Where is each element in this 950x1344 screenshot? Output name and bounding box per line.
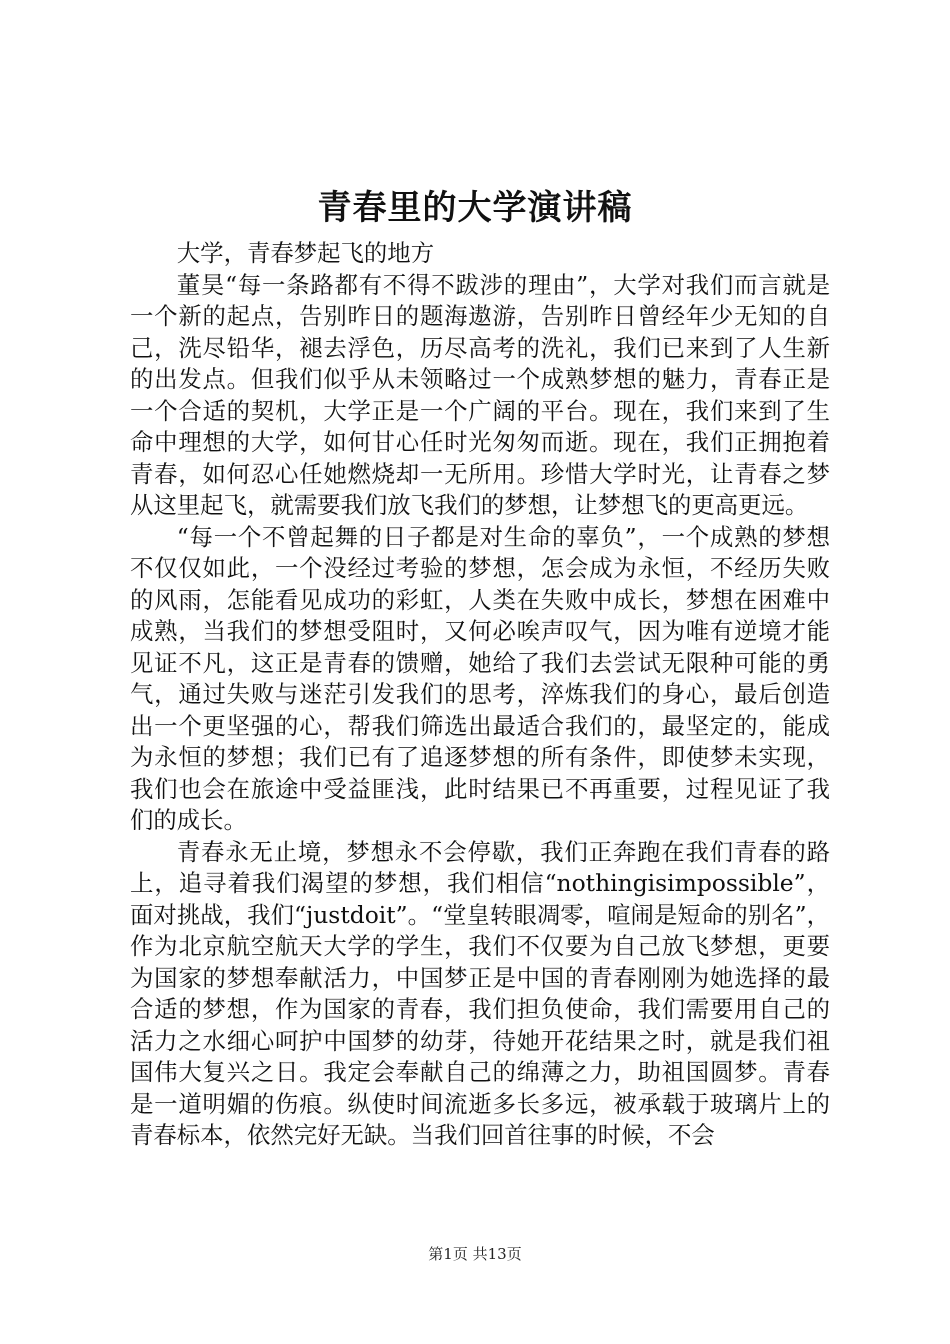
document-body [130,238,830,1152]
paragraph-subtitle: 大学，青春梦起飞的地方 [176,239,435,267]
page-footer: 第1页 共13页 [428,1245,522,1263]
paragraph: 青春永无止境，梦想永不会停歇，我们正奔跑在我们青春的路上，追寻着我们渴望的梦想，我们相信“nothingisimpossible”，面对挑战，我们“justdoit”。“堂皇转眼凋零，喧闹是短命的别名”，作为北京航空航天大学的学生，我们不仅要为自己放飞梦想，更要为国家的梦想奉献活力，中国梦正是中国的青春刚刚为她选择的最合适的梦想，作为国家的青春，我们担负使命，我们需要用自己的活力之水细心呵护中国梦的幼芽，待她开花结果之时，就是我们祖国伟大复兴之日。我定会奉献自己的绵薄之力，助祖国圆梦。青春是一道明媚的伤痕。纵使时间流逝多长多远，被承载于玻璃片上的青春标本，依然完好无缺。当我们回首往事的时候，不会 [130,837,830,1149]
paragraph: “每一个不曾起舞的日子都是对生命的辜负”，一个成熟的梦想不仅仅如此，一个没经过考验的梦想，怎会成为永恒，不经历失败的风雨，怎能看见成功的彩虹，人类在失败中成长，梦想在困难中成熟，当我们的梦想受阻时，又何必唉声叹气，因为唯有逆境才能见证不凡，这正是青春的馈赠，她给了我们去尝试无限种可能的勇气，通过失败与迷茫引发我们的思考，淬炼我们的身心，最后创造出一个更坚强的心，帮我们筛选出最适合我们的，最坚定的，能成为永恒的梦想；我们已有了追逐梦想的所有条件，即使梦未实现，我们也会在旅途中受益匪浅，此时结果已不再重要，过程见证了我们的成长。 [130,522,830,834]
paragraph: 董昊“每一条路都有不得不跋涉的理由”，大学对我们而言就是一个新的起点，告别昨日的题海遨游，告别昨日曾经年少无知的自己，洗尽铅华，褪去浮色，历尽高考的洗礼，我们已来到了人生新的出发点。但我们似乎从未领略过一个成熟梦想的魅力，青春正是一个合适的契机，大学正是一个广阔的平台。现在，我们来到了生命中理想的大学，如何甘心任时光匆匆而逝。现在，我们正拥抱着青春，如何忍心任她燃烧却一无所用。珍惜大学时光，让青春之梦从这里起飞，就需要我们放飞我们的梦想，让梦想飞的更高更远。 [130,270,830,519]
document-title: 青春里的大学演讲稿 [317,188,633,228]
